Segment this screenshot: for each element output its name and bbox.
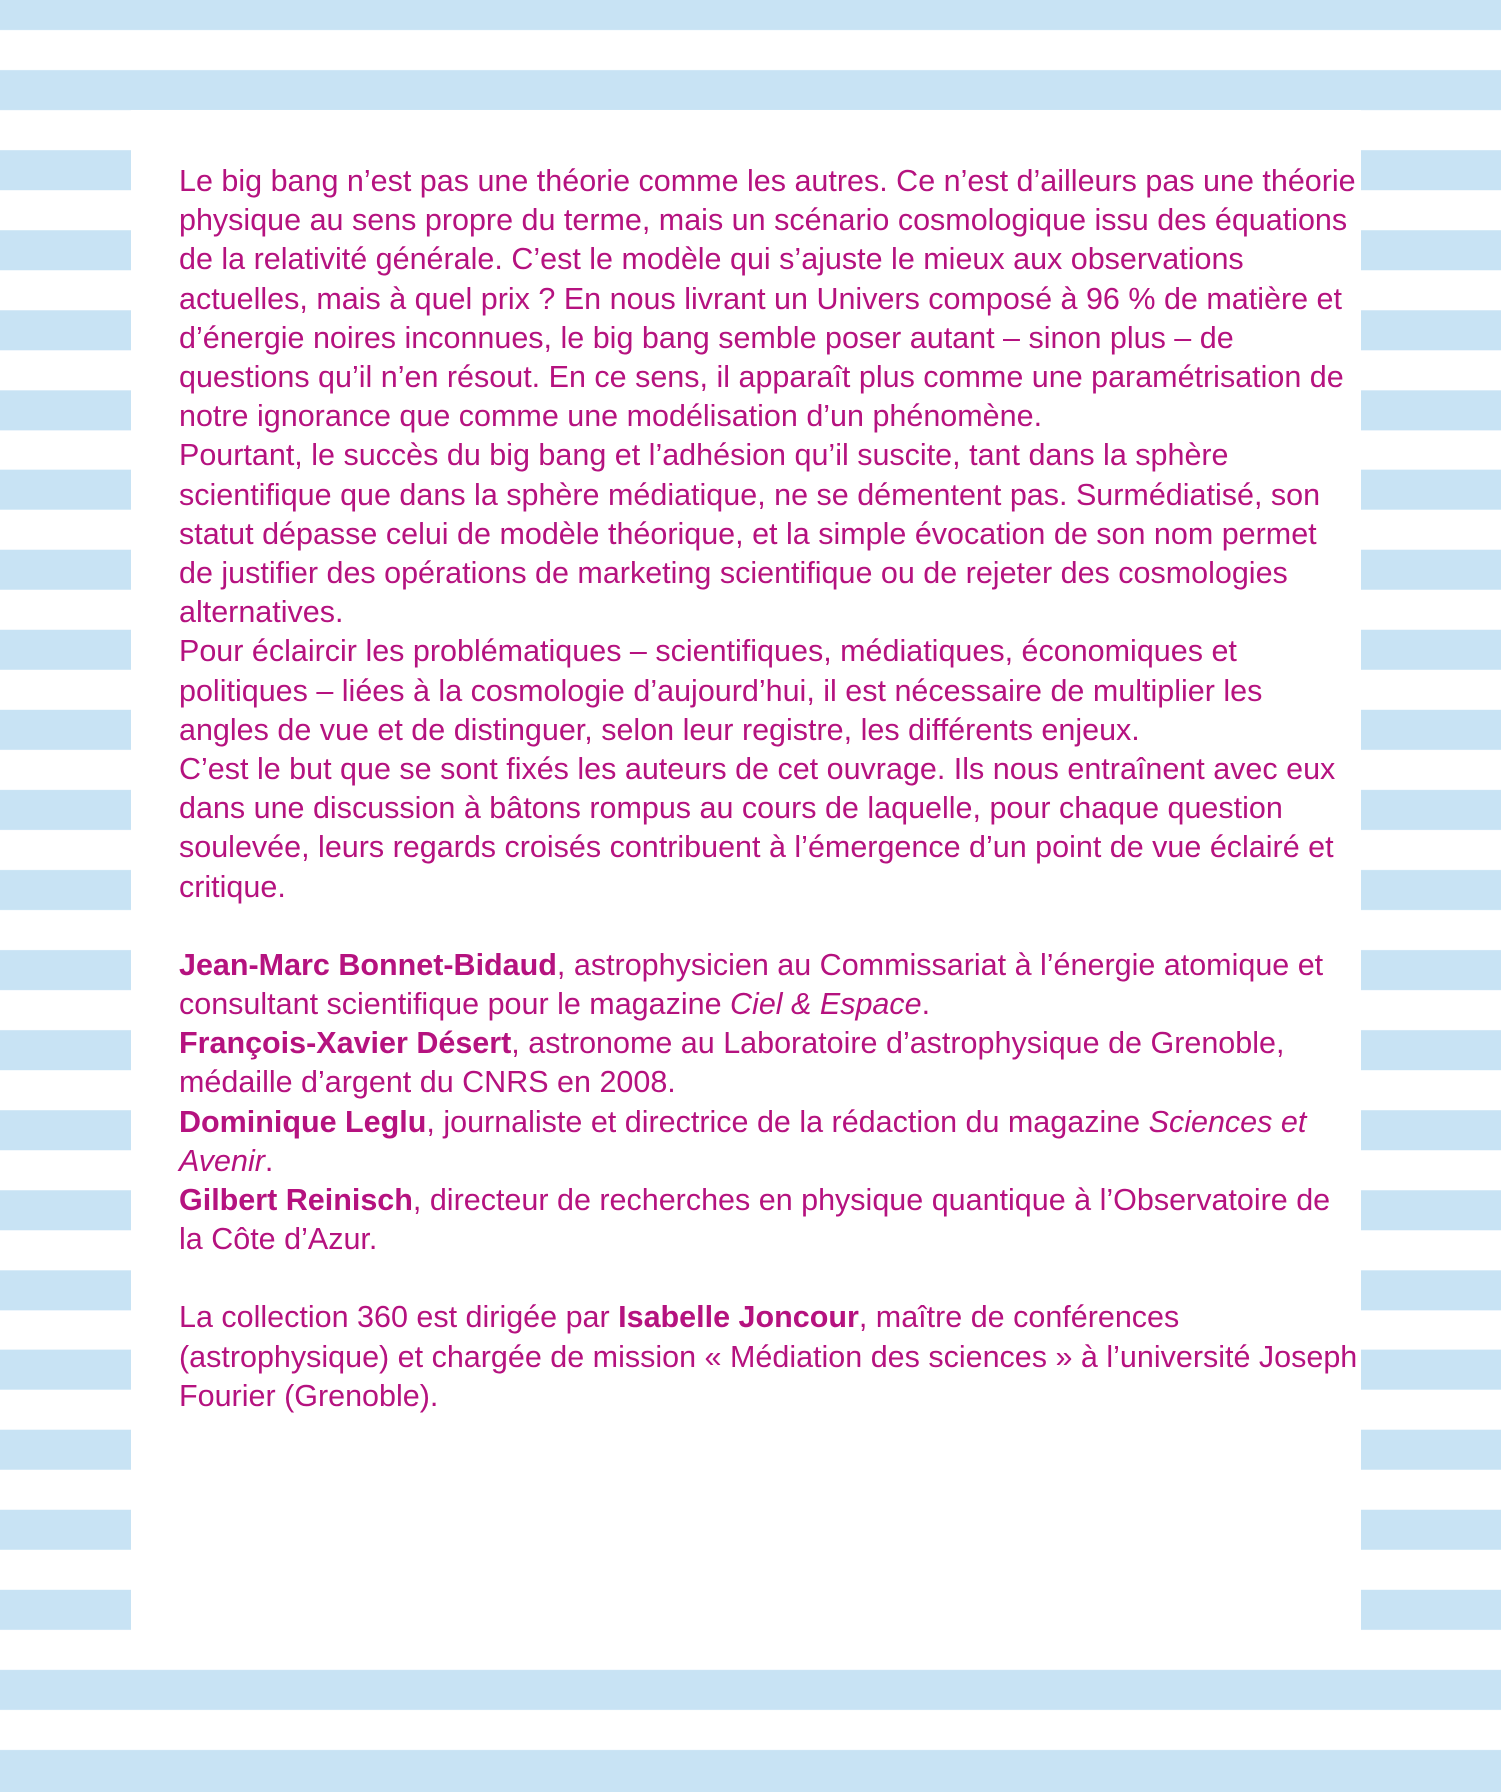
- collection-note: [179, 1298, 1359, 1416]
- author-description: , journaliste et directrice de la rédaction du magazine: [426, 1104, 1149, 1139]
- summary-paragraph-2: Pourtant, le succès du big bang et l’adhésion qu’il suscite, tant dans la sphère scientifique que dans la sphère médiatique, ne se démentent pas. Surmédiatisé, son statut dépasse celui de modèle théorique, et la simple évocation de son nom permet de justifier des opérations de marketing scientifique ou de rejeter des cosmologies alternatives.: [179, 438, 1321, 630]
- author-name: Jean-Marc Bonnet-Bidaud: [179, 947, 557, 982]
- collection-suffix: , maître de conférences (astrophysique) et chargée de mission « Médiation des sciences » à l’université Joseph Fourier (Grenoble).: [179, 1300, 1358, 1413]
- summary-paragraph-4: C’est le but que se sont fixés les auteurs de cet ouvrage. Ils nous entraînent avec eux dans une discussion à bâtons rompus au cours de laquelle, pour chaque question soulevée, leurs regards croisés contribuent à l’émergence d’un point de vue éclairé et critique.: [179, 752, 1336, 904]
- author-description-end: .: [921, 987, 931, 1022]
- author-description: , astronome au Laboratoire d’astrophysique de Grenoble, médaille d’argent du CNRS en 2008.: [179, 1026, 1285, 1100]
- author-name: François-Xavier Désert: [179, 1026, 512, 1061]
- collection-director-name: Isabelle Joncour: [618, 1300, 859, 1335]
- author-entry-desert: [179, 1024, 1359, 1102]
- author-name: Gilbert Reinisch: [179, 1183, 413, 1218]
- publication-title: Sciences et Avenir: [179, 1104, 1307, 1178]
- back-cover-text: [179, 162, 1359, 1416]
- spacer: [179, 907, 1359, 946]
- publication-title: Ciel & Espace: [730, 987, 922, 1022]
- author-entry-bonnet-bidaud: [179, 946, 1359, 1024]
- spacer: [179, 1259, 1359, 1298]
- author-description: , astrophysicien au Commissariat à l’énergie atomique et consultant scientifique pour le magazine: [179, 947, 1324, 1022]
- summary-paragraph-1: Le big bang n’est pas une théorie comme les autres. Ce n’est d’ailleurs pas une théorie physique au sens propre du terme, mais un scénario cosmologique issu des équations de la relativité générale. C’est le modèle qui s’ajuste le mieux aux observations actuelles, mais à quel prix ? En nous livrant un Univers composé à 96 % de matière et d’énergie noires inconnues, le big bang semble poser autant – sinon plus – de questions qu’il n’en résout. En ce sens, il apparaît plus comme une paramétrisation de notre ignorance que comme une modélisation d’un phénomène.: [179, 164, 1356, 434]
- back-cover-panel: [131, 110, 1361, 1656]
- author-description: , directeur de recherches en physique quantique à l’Observatoire de la Côte d’Azur.: [179, 1183, 1331, 1257]
- author-entry-reinisch: [179, 1181, 1359, 1259]
- author-entry-leglu: [179, 1103, 1359, 1181]
- collection-prefix: La collection 360 est dirigée par: [179, 1300, 619, 1335]
- summary-paragraph-3: Pour éclaircir les problématiques – scientifiques, médiatiques, économiques et politiques – liées à la cosmologie d’aujourd’hui, il est nécessaire de multiplier les angles de vue et de distinguer, selon leur registre, les différents enjeux.: [179, 634, 1263, 747]
- author-description-end: .: [264, 1143, 274, 1178]
- author-name: Dominique Leglu: [179, 1104, 427, 1139]
